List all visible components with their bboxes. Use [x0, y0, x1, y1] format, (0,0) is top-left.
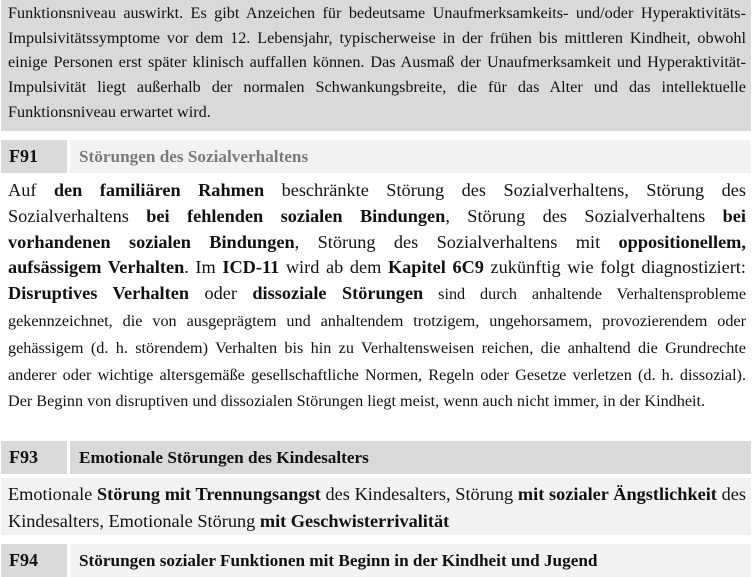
section-header-f93: [1, 441, 751, 474]
f91-bold: bei fehlenden sozialen Bindungen: [146, 205, 446, 226]
f91-bold: bei vorhandenen sozialen Bindungen: [8, 205, 747, 252]
section-body-f93: [1, 478, 751, 535]
section-title-f94: Störungen sozialer Funktionen mit Beginn in der Kindheit und Jugend: [70, 544, 751, 577]
f93-text: Emotionale: [8, 484, 97, 504]
f91-text: wird ab dem: [279, 257, 388, 278]
f93-bold: mit sozialer Ängstlichkeit: [517, 484, 717, 504]
section-title-f93: Emotionale Störungen des Kindesalters: [70, 441, 751, 474]
f91-text: Auf: [8, 180, 54, 200]
f91-bold: oppositionellem, aufsässigem Verhalten: [8, 231, 746, 278]
section-body-f91: [1, 176, 751, 434]
f91-text: sind durch anhaltende Verhaltensprobleme gekennzeichnet, die von ausgeprägtem und anhaltendem trotzigem, ungehorsamem, provozierendem oder gehässigem (d. h. störendem) Verhalten bis hin zu Verhaltensweisen reichen, die anhaltend die Grundrechte anderer oder wichtige altersgemäße gesellschaftliche Normen, Regeln oder Gesetze verletzen (d. h. dissozial). Der Beginn von disruptiven und dissozialen Störungen liegt meist, wenn auch nicht immer, in der Kindheit.: [8, 285, 747, 411]
section-header-f94: [1, 544, 751, 577]
f91-text: , Störung des Sozialverhaltens mit: [294, 231, 619, 252]
f91-bold: Disruptives Verhalten: [8, 283, 189, 304]
f93-text: des Kindesalters, Emotionale Störung: [8, 484, 746, 531]
f93-text: des Kindesalters, Störung: [320, 484, 518, 504]
f93-bold: Störung mit Trennungsangst: [97, 484, 321, 504]
intro-paragraph: Funktionsniveau auswirkt. Es gibt Anzeichen für bedeutsame Unaufmerksamkeits- und/oder Hyperaktivitäts-Impulsivitätssymptome vor dem 12. Lebensjahr, typischerweise in der frühen bis mittleren Kindheit, obwohl einige Personen erst später klinisch auffallen können. Das Ausmaß der Unaufmerksamkeit und Hyperaktivität-Impulsivität liegt außerhalb der normalen Schwankungsbreite, die für das Alter und das intellektuelle Funktionsniveau erwartet wird.: [1, 0, 751, 131]
f91-text: zukünftig wie folgt diagnostiziert:: [483, 257, 746, 278]
section-title-f91: Störungen des Sozialverhaltens: [70, 140, 751, 173]
f91-text: , Störung des Sozialverhaltens: [445, 205, 723, 226]
section-code-f93: F93: [1, 441, 67, 474]
f91-text: . Im: [184, 257, 223, 278]
section-code-f91: F91: [1, 140, 67, 173]
f91-bold: ICD-11: [222, 257, 280, 278]
section-code-f94: F94: [1, 544, 67, 577]
f91-text: oder: [189, 283, 253, 304]
section-header-f91: [1, 140, 751, 173]
f91-bold: Kapitel 6C9: [387, 257, 484, 278]
f91-bold: dissoziale Störungen: [252, 283, 424, 304]
f91-bold: den familiären Rahmen: [53, 180, 265, 200]
f91-text: beschränkte Störung des Sozialverhaltens, Störung des Sozialverhaltens: [8, 180, 746, 226]
f93-bold: mit Geschwisterrivalität: [259, 511, 450, 531]
